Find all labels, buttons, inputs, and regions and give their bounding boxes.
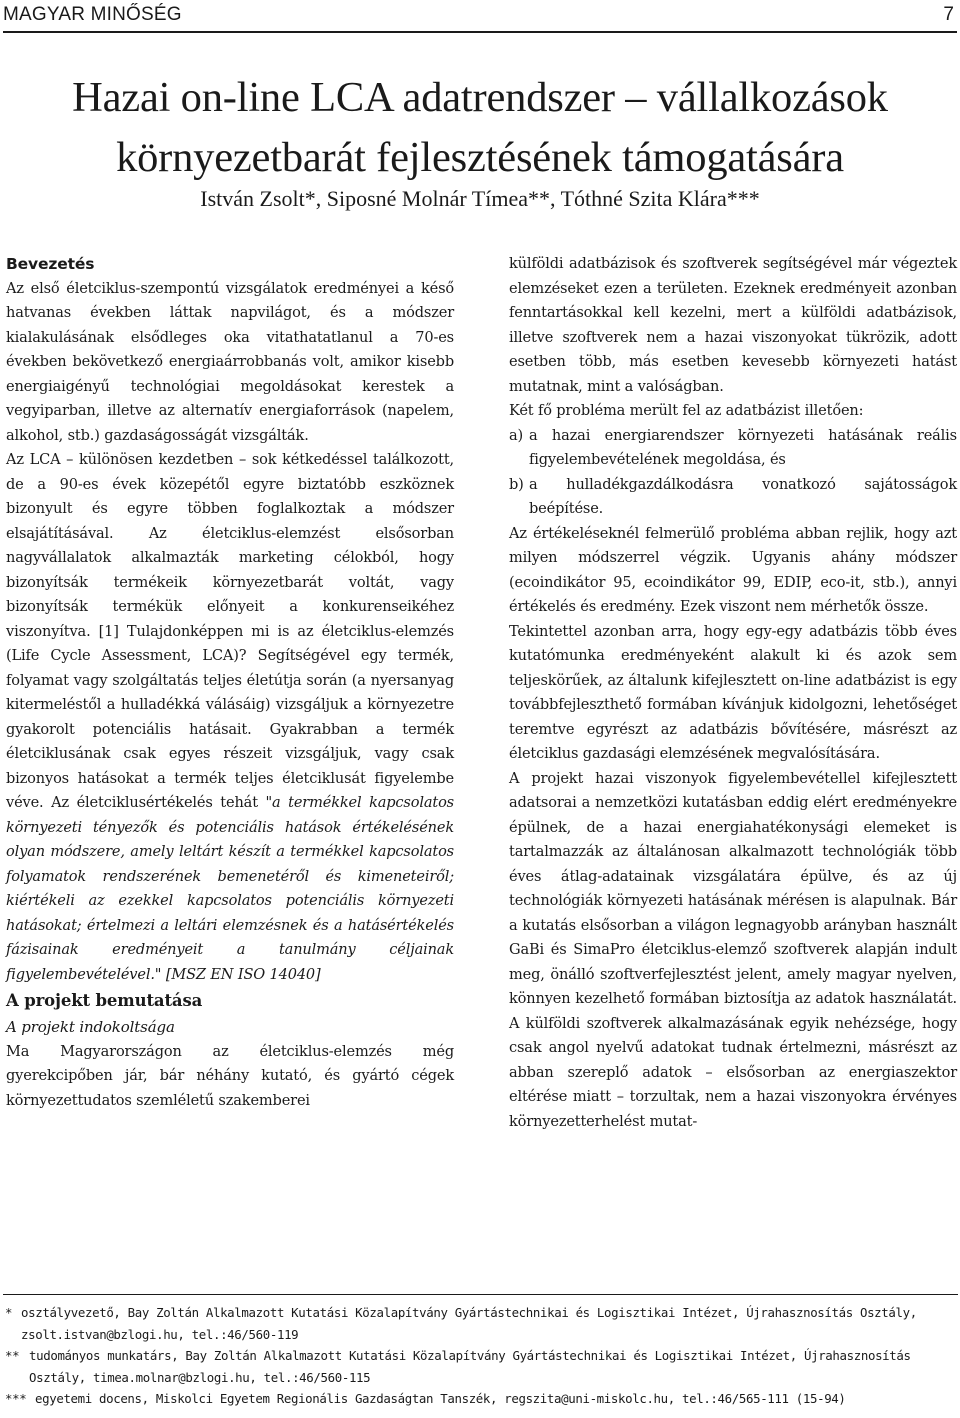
running-header: [3, 2, 954, 30]
right-paragraph-3: Az értékeléseknél felmerülő probléma abban rejlik, hogy azt milyen módszerrel végzik. Ugyanis ahány módszer (ecoindikátor 95, ecoindikátor 99, EDIP, eco-it, stb.), annyi értékelés és eredmény. Ezek viszont nem mérhetők össze.: [509, 524, 957, 615]
footnote-mark: *: [5, 1305, 13, 1320]
list-marker: b): [509, 475, 524, 493]
right-paragraph-5: A projekt hazai viszonyok figyelembevétellel kifejlesztett adatsorai a nemzetközi kutatásban eddig elért eredményekre épülnek, de a hazai energiahatékonysági elemeket is tartalmazzák az általánosan alkalmazott technológiák több éves átlag-adatainak vizsgálatára épülve, és az új technológiák környezeti hatásának mérésen is alapulnak. Bár a kutatás elsősorban a világon legnagyobb arányban használt GaBi és SimaPro életciklus-elemző szoftverek alapján indult meg, önálló szoftverfejlesztést jelent, amely magyar nyelven, könnyen kezelhető formában biztosítja az adatok használatát. A külföldi szoftverek alkalmazásának egyik nehézsége, hogy csak angol nyelvű adatokat tudnak értelmezni, másrészt az abban szereplő adatok – elsősorban az energiaszektor eltérése miatt – torzultak, nem a hazai viszonyokra érvényes környezetterhelést mutat-: [509, 769, 957, 1130]
section-heading: A projekt bemutatása: [6, 991, 203, 1010]
problem-list-item: [509, 424, 957, 473]
intro-paragraph-2-text: Az LCA – különösen kezdetben – sok kétkedéssel találkozott, de a 90-es évek közepétől egyre biztatóbb eszköznek bizonyult és egyre többen foglalkoztak a módszer elsajátításával. Az életciklus-elemzést elsősorban nagyvállalatok alkalmazták marketing célokból, hogy bizonyítsák termékeik környezetbarát voltát, vagy bizonyítsák termékük előnyeit a konkurenseikéhez viszonyítva. [1] Tulajdonképpen mi is az életciklus-elemzés (Life Cycle Assessment, LCA)? Segítségével egy termék, folyamat vagy szolgáltatás teljes életútja során (a nyersanyag kitermeléstől a hulladékká válásáig) vizsgáljuk a környezetre gyakorolt potenciális hatásait. Gyakrabban a termék életciklusának csak egyes részeit vizsgáljuk, vagy csak bizonyos hatásokat a termék teljes életciklusát figyelembe véve. Az életciklusértékelés tehát: [6, 451, 454, 811]
right-paragraph-1: külföldi adatbázisok és szoftverek segítségével már végeztek elemzéseket ezen a területen. Ezeknek eredményeit azonban fenntartásokkal kell kezelni, mert a külföldi adatbázisok, illetve szoftverek nem a hazai viszonyokat tükrözik, adott esetben több, más esetben kevesebb környezeti hatást mutatnak, mint a valóságban.: [509, 255, 957, 395]
intro-paragraph-1: Az első életciklus-szempontú vizsgálatok eredményei a késő hatvanas években láttak napvilágot, és a módszer kialakulásának elsődleges oka vitathatatlanul a 70-es években bekövetkező energiaárrobbanás volt, amikor kisebb energiaigényű technológiai megoldásokat kerestek a vegyiparban, illetve az alternatív energiaforrások (napelem, alkohol, stb.) gazdaságosságát vizsgálták.: [6, 279, 454, 444]
footnote-2: [5, 1345, 935, 1388]
article-title: [0, 68, 960, 188]
project-paragraph-1: Ma Magyarországon az életciklus-elemzés még gyerekcipőben jár, bár néhány kutató, és gyártó cégek környezettudatos szemléletű szakemberei: [6, 1042, 454, 1109]
footnote-mark: **: [5, 1348, 20, 1363]
footnotes: [5, 1302, 935, 1410]
problem-list-item: [509, 473, 957, 522]
footnote-1: [5, 1302, 935, 1345]
title-line-2: környezetbarát fejlesztésének támogatására: [116, 134, 844, 181]
header-rule: [3, 31, 957, 33]
intro-paragraph-2: [6, 448, 454, 987]
right-paragraph-2: Két fő probléma merült fel az adatbázist illetően:: [509, 402, 864, 419]
footnote-text: egyetemi docens, Miskolci Egyetem Regionális Gazdaságtan Tanszék, regszita@uni-miskolc.hu, tel.:46/565-111 (15-94): [35, 1391, 846, 1406]
list-item-text: a hulladékgazdálkodásra vonatkozó sajátosságok beépítése.: [529, 475, 957, 517]
footnote-text: osztályvezető, Bay Zoltán Alkalmazott Kutatási Közalapítvány Gyártástechnikai és Logisztikai Intézet, Újrahasznosítás Osztály, zsolt.istvan@bzlogi.hu, tel.:46/560-119: [21, 1305, 917, 1342]
journal-name: MAGYAR MINŐSÉG: [3, 4, 182, 25]
right-column: [509, 252, 957, 1134]
footnote-3: [5, 1388, 935, 1410]
title-line-1: Hazai on-line LCA adatrendszer – vállalkozások: [72, 74, 888, 121]
intro-heading: Bevezetés: [6, 255, 95, 273]
list-item-text: a hazai energiarendszer környezeti hatásának reális figyelembevételének megoldása, és: [529, 426, 957, 468]
footnote-text: tudományos munkatárs, Bay Zoltán Alkalmazott Kutatási Közalapítvány Gyártástechnikai és Logisztikai Intézet, Újrahasznosítás Osztály, timea.molnar@bzlogi.hu, tel.:46/560-115: [29, 1348, 911, 1385]
footnote-rule: [3, 1294, 958, 1295]
footnote-mark: ***: [5, 1391, 27, 1406]
iso-definition-quote: "a termékkel kapcsolatos környezeti tényezők és potenciális hatások értékelésének olyan módszere, amely leltárt készít a termékkel kapcsolatos folyamatok rendszerének bemenetéről és kimeneteiről; kiértékeli az ezekkel kapcsolatos potenciális környezeti hatásokat; értelmezi a leltári elemzésnek és a hatásértékelés fázisainak eredményeit a tanulmány céljainak figyelembevételével." [MSZ EN ISO 14040]: [6, 794, 454, 983]
sub-heading: A projekt indokoltsága: [6, 1018, 175, 1036]
right-paragraph-4: Tekintettel azonban arra, hogy egy-egy adatbázis több éves kutatómunka eredményeként alakult ki és azok sem teljeskörűek, az általunk kifejlesztett on-line adatbázist is egy továbbfejleszthető formában kívánjuk kidolgozni, lehetőséget teremtve egyrészt az adatbázis bővítésére, másrészt az életciklus gazdasági elemzésének megvalósítására.: [509, 622, 957, 762]
list-marker: a): [509, 426, 524, 444]
author-line: István Zsolt*, Siposné Molnár Tímea**, Tóthné Szita Klára***: [200, 186, 760, 211]
page-number: 7: [943, 4, 954, 25]
left-column: [6, 252, 454, 1113]
